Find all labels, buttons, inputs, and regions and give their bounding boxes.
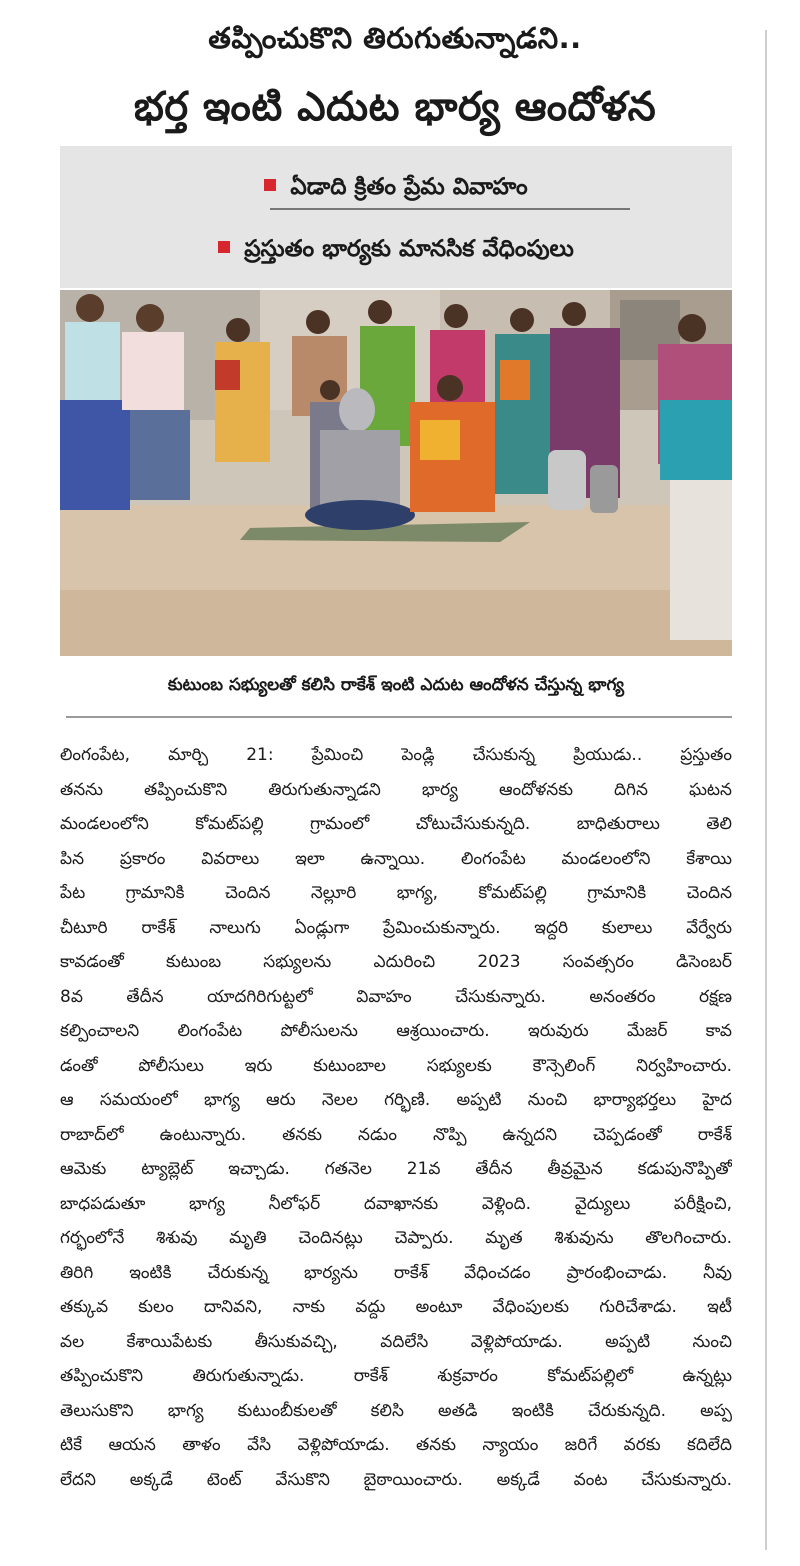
body-line: పిన ప్రకారం వివరాలు ఇలా ఉన్నాయి. లింగంపేట మండలంలోని కేశాయి: [60, 848, 732, 869]
body-line: తిరిగి ఇంటికి చేరుకున్న భార్యను రాకేశ్‌ వేధించడం ప్రారంభించాడు. నీవు: [60, 1262, 732, 1283]
body-line: లింగంపేట, మార్చి 21: ప్రేమించి పెండ్లి చేసుకున్న ప్రియుడు.. ప్రస్తుతం: [60, 745, 732, 765]
body-line: తనను తప్పించుకొని తిరుగుతున్నాడని భార్య ఆందోళనకు దిగిన ఘటన: [60, 779, 732, 800]
headline: భర్త ఇంటి ఎదుట భార్య ఆందోళన: [133, 84, 657, 130]
kicker: తప్పించుకొని తిరుగుతున్నాడని..: [208, 21, 582, 55]
body-line: గర్భంలోనే శిశువు మృతి చెందినట్లు చెప్పారు. మృత శిశువును తొలగించారు.: [60, 1228, 732, 1248]
highlight-text: ఏడాది క్రితం ప్రేమ వివాహం: [290, 174, 528, 200]
caption-divider: [66, 716, 732, 718]
column-divider: [765, 30, 767, 1550]
highlight-text: ప్రస్తుతం భార్యకు మానసిక వేధింపులు: [244, 236, 574, 262]
body-line: 8వ తేదీన యాదగిరిగుట్టలో వివాహం చేసుకున్నారు. అనంతరం రక్షణ: [60, 986, 732, 1007]
bullet-icon: [218, 241, 230, 253]
body-line: టికే ఆయన తాళం వేసి వెళ్లిపోయాడు. తనకు న్యాయం జరిగే వరకు కదిలేది: [60, 1435, 732, 1455]
body-line: పేట గ్రామానికి చెందిన నెల్లూరి భాగ్య, కోమట్‌పల్లి గ్రామానికి చెందిన: [60, 883, 732, 903]
body-line: డంతో పోలీసులు ఇరు కుటుంబాల సభ్యులకు కౌన్సెలింగ్‌ నిర్వహించారు.: [60, 1055, 732, 1076]
body-line: తక్కువ కులం దానివని, నాకు వద్దు అంటూ వేధింపులకు గురిచేశాడు. ఇటీ: [60, 1297, 732, 1317]
news-photo: [60, 290, 732, 656]
body-line: రాబాద్‌లో ఉంటున్నారు. తనకు నడుం నొప్పి ఉన్నదని చెప్పడంతో రాకేశ్‌: [60, 1124, 732, 1145]
body-line: ఆ సమయంలో భాగ్య ఆరు నెలల గర్భిణి. అప్పటి నుంచి భార్యాభర్తలు హైద: [60, 1090, 732, 1110]
bullet-icon: [264, 179, 276, 191]
body-line: వల కేశాయిపేటకు తీసుకువచ్చి, వదిలేసి వెళ్లిపోయాడు. అప్పటి నుంచి: [60, 1331, 732, 1352]
body-line: తప్పించుకొని తిరుగుతున్నాడు. రాకేశ్‌ శుక్రవారం కోమట్‌పల్లిలో ఉన్నట్లు: [60, 1366, 732, 1386]
highlight-divider: [270, 208, 630, 210]
body-line: తెలుసుకొని భాగ్య కుటుంబీకులతో కలిసి అతడి ఇంటికి చేరుకున్నది. అప్ప: [60, 1400, 732, 1421]
highlight-item: [60, 230, 732, 268]
photo-caption: కుటుంబ సభ్యులతో కలిసి రాకేశ్‌ ఇంటి ఎదుట ఆందోళన చేస్తున్న భాగ్య: [167, 675, 625, 695]
article-body: [60, 738, 732, 1497]
body-line: చీటూరి రాకేశ్‌ నాలుగు ఏండ్లుగా ప్రేమించుకున్నారు. ఇద్దరి కులాలు వేర్వేరు: [60, 917, 732, 938]
body-line: ఆమెకు ట్యాబ్లెట్‌ ఇచ్చాడు. గతనెల 21వ తేదీన తీవ్రమైన కడుపునొప్పితో: [60, 1159, 732, 1179]
body-line: కల్పించాలని లింగంపేట పోలీసులను ఆశ్రయించారు. ఇరువురు మేజర్‌ కావ: [60, 1021, 732, 1041]
body-line: మండలంలోని కోమట్‌పల్లి గ్రామంలో చోటుచేసుకున్నది. బాధితురాలు తెలి: [60, 814, 732, 834]
body-line: బాధపడుతూ భాగ్య నీలోఫర్‌ దవాఖానకు వెళ్లింది. వైద్యులు పరీక్షించి,: [60, 1193, 732, 1214]
body-line: లేదని అక్కడే టెంట్‌ వేసుకొని బైఠాయించారు. అక్కడే వంట చేసుకున్నారు.: [60, 1469, 732, 1490]
highlight-item: [60, 168, 732, 206]
highlights-box: [60, 146, 732, 288]
body-line: కావడంతో కుటుంబ సభ్యులను ఎదురించి 2023 సంవత్సరం డిసెంబర్‌: [60, 952, 732, 972]
